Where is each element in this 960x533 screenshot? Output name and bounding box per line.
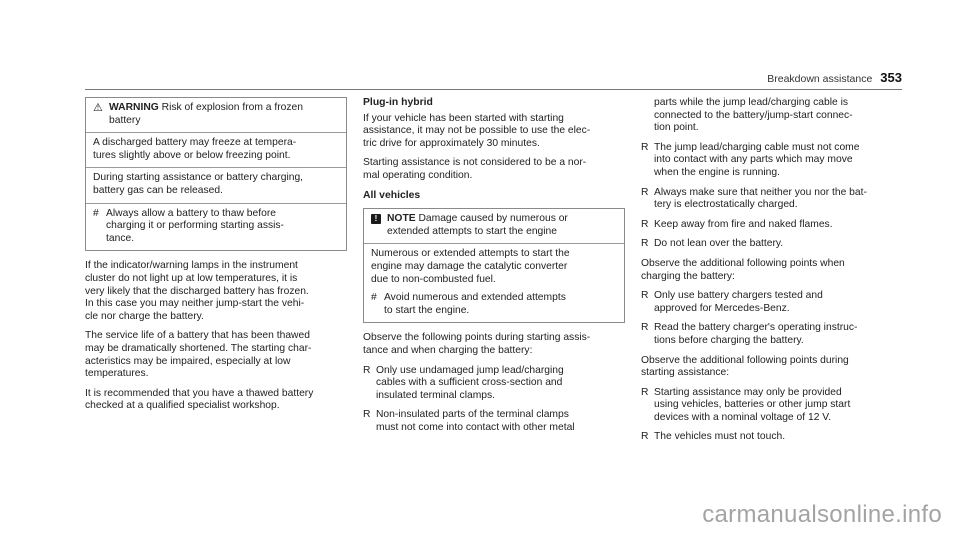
paragraph: A discharged battery may freeze at tempera- tures slightly above or below freezing point.	[93, 137, 297, 161]
list-item-text: The vehicles must not touch.	[654, 431, 786, 443]
list-bullet-icon: R	[641, 322, 649, 334]
paragraph: Observe the additional following points when charging the battery:	[641, 257, 845, 282]
action-item-text: Avoid numerous and extended attempts to start the engine.	[384, 292, 566, 316]
heading-all-vehicles: All vehicles	[363, 189, 421, 201]
list-item-text: Only use undamaged jump lead/charging cables with a sufficient cross-section and insulated terminal clamps.	[376, 364, 564, 401]
note-label: NOTE	[387, 213, 419, 225]
column-1	[85, 97, 347, 444]
list-item-text: Non-insulated parts of the terminal clamps must not come into contact with other metal	[376, 409, 575, 433]
list-bullet-icon: R	[641, 141, 649, 153]
warning-icon: ⚠	[93, 102, 103, 114]
list-bullet-icon: R	[363, 364, 371, 376]
action-item	[93, 208, 339, 246]
column-2	[363, 97, 625, 444]
paragraph: During starting assistance or battery charging, battery gas can be released.	[93, 172, 304, 196]
action-bullet-icon: #	[371, 292, 377, 304]
list-item-text: Do not lean over the battery.	[654, 238, 784, 250]
paragraph: It is recommended that you have a thawed battery checked at a qualified specialist workshop.	[85, 387, 314, 412]
column-3	[641, 97, 903, 444]
note-icon: !	[371, 214, 381, 224]
list-item-text: Read the battery charger's operating instruc- tions before charging the battery.	[654, 322, 858, 346]
page-number: 353	[880, 70, 902, 85]
warning-box-body-1	[86, 133, 346, 167]
list-bullet-icon: R	[641, 218, 649, 230]
list-item	[641, 387, 903, 425]
watermark: carmanualsonline.info	[702, 501, 942, 528]
warning-box-body-2	[86, 168, 346, 202]
list-bullet-icon: R	[641, 290, 649, 302]
list-item-text: Only use battery chargers tested and approved for Mercedes-Benz.	[654, 290, 823, 314]
paragraph: Numerous or extended attempts to start the engine may damage the catalytic converter due to non-combusted fuel.	[371, 248, 570, 285]
note-box-header	[364, 209, 624, 243]
list-item	[641, 431, 903, 444]
warning-box-body-3	[86, 204, 346, 251]
list-bullet-icon: R	[641, 238, 649, 250]
note-title-text: Damage caused by numerous or extended attempts to start the engine	[387, 213, 568, 237]
warning-box-header	[86, 98, 346, 132]
warning-title	[109, 102, 339, 127]
list-item-text: Keep away from fire and naked flames.	[654, 218, 833, 230]
list-item-text: The jump lead/charging cable must not come into contact with any parts which may move when the engine is running.	[654, 141, 860, 178]
list-item	[641, 219, 903, 232]
list-bullet-icon: R	[641, 431, 649, 443]
action-bullet-icon: #	[93, 207, 99, 219]
list-item	[363, 409, 625, 434]
columns	[85, 97, 902, 444]
header-divider	[85, 89, 902, 90]
note-box	[363, 208, 625, 323]
heading-plug-in-hybrid: Plug-in hybrid	[363, 97, 433, 108]
page-content	[85, 70, 902, 444]
list-item	[641, 290, 903, 315]
section-title: Breakdown assistance	[767, 73, 873, 85]
list-item	[641, 322, 903, 347]
list-item	[641, 238, 903, 251]
paragraph: If the indicator/warning lamps in the instrument cluster do not light up at low temperatures, it is very likely that the discharged battery has frozen. In this case you may neither jump-start the vehi- cle nor charge the battery.	[85, 260, 309, 322]
page-header	[85, 70, 902, 85]
note-box-body	[364, 244, 624, 322]
list-bullet-icon: R	[363, 409, 371, 421]
note-title	[387, 213, 617, 238]
list-item	[641, 142, 903, 180]
paragraph: The service life of a battery that has been thawed may be dramatically shortened. The starting char- acteristics may be impaired, especially at low temperatures.	[85, 330, 312, 380]
paragraph: Starting assistance is not considered to be a nor- mal operating condition.	[363, 157, 587, 181]
paragraph: Observe the additional following points during starting assistance:	[641, 354, 849, 379]
continuation-text: parts while the jump lead/charging cable is connected to the battery/jump-start connec- tion point.	[654, 97, 853, 134]
warning-title-text: Risk of explosion from a frozen battery	[109, 102, 303, 126]
list-item-text: Starting assistance may only be provided using vehicles, batteries or other jump start devices with a nominal voltage of 12 V.	[654, 386, 851, 423]
list-bullet-icon: R	[641, 386, 649, 398]
list-item	[641, 187, 903, 212]
warning-box	[85, 97, 347, 251]
paragraph: Observe the following points during starting assis- tance and when charging the battery:	[363, 332, 591, 356]
paragraph: If your vehicle has been started with starting assistance, it may not be possible to use the elec- tric drive for approximately 30 minutes.	[363, 112, 591, 149]
warning-label: WARNING	[109, 102, 162, 113]
action-item	[371, 292, 617, 317]
list-item	[363, 365, 625, 403]
list-item-text: Always make sure that neither you nor the bat- tery is electrostatically charged.	[654, 186, 867, 211]
list-bullet-icon: R	[641, 186, 649, 198]
action-item-text: Always allow a battery to thaw before charging it or performing starting assis- tance.	[106, 207, 284, 244]
